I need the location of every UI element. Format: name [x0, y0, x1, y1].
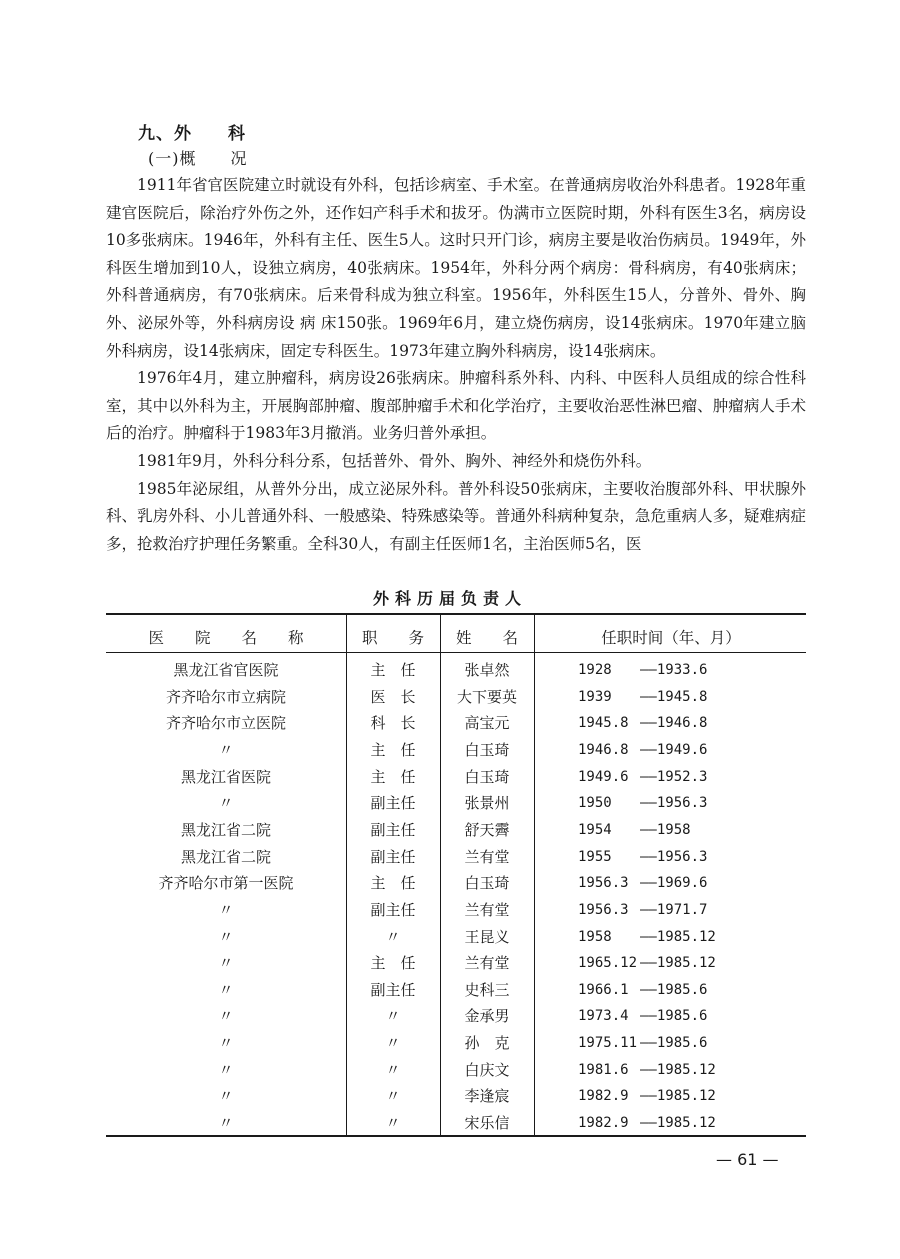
term-start: 1982.9	[578, 1088, 629, 1105]
hospital-cell: 〃	[218, 794, 234, 813]
name-cell: 白玉琦	[464, 874, 510, 893]
position-cell: 副主任	[370, 794, 416, 813]
term-dash: ——	[640, 1088, 657, 1105]
term-cell	[578, 924, 778, 951]
term-start: 1965.12	[578, 955, 638, 972]
hospital-cell: 黑龙江省医院	[180, 767, 271, 786]
term-cell	[578, 1083, 778, 1110]
term-end: 1956.3	[656, 795, 708, 812]
hospital-cell: 〃	[218, 954, 234, 973]
table-row	[0, 1057, 900, 1084]
term-cell	[578, 684, 778, 711]
name-cell: 张景州	[464, 794, 510, 813]
position-cell: 副主任	[370, 900, 416, 919]
term-end: 1971.7	[656, 901, 708, 918]
hospital-cell: 齐齐哈尔市立医院	[165, 714, 286, 733]
position-cell: 〃	[385, 927, 401, 946]
position-cell: 主 任	[370, 661, 416, 679]
header-term: 任职时间（年、月）	[601, 629, 741, 647]
term-end: 1946.8	[656, 715, 708, 732]
table-row	[0, 790, 900, 817]
hospital-cell: 〃	[218, 900, 234, 919]
hospital-cell: 齐齐哈尔市第一医院	[158, 874, 294, 893]
table-top-rule	[106, 613, 806, 615]
term-cell	[578, 817, 778, 844]
name-cell: 王昆义	[464, 927, 510, 946]
term-dash: ——	[640, 795, 657, 812]
term-start: 1958	[578, 928, 612, 945]
term-end: 1956.3	[656, 848, 708, 865]
hospital-cell: 〃	[218, 980, 234, 999]
body-text	[106, 172, 806, 558]
term-start: 1975.11	[578, 1035, 638, 1052]
term-dash: ——	[640, 875, 657, 892]
name-cell: 孙 克	[464, 1034, 510, 1053]
term-end: 1985.6	[656, 1035, 708, 1052]
term-cell	[578, 790, 778, 817]
term-start: 1945.8	[578, 715, 629, 732]
name-cell: 白玉琦	[464, 740, 510, 759]
hospital-cell: 黑龙江省官医院	[173, 661, 279, 679]
name-cell: 李逢宸	[464, 1087, 510, 1106]
term-cell	[578, 977, 778, 1004]
position-cell: 副主任	[370, 847, 416, 866]
paragraph: 1976年4月，建立肿瘤科，病房设26张病床。肿瘤科系外科、内科、中医科人员组成的综合性科室，其中以外科为主，开展胸部肿瘤、腹部肿瘤手术和化学治疗，主要收治恶性淋巴瘤、肿瘤病人手术后的治疗。肿瘤科于1983年3月撤消。业务归普外承担。	[106, 369, 806, 443]
position-cell: 主 任	[370, 767, 416, 786]
term-start: 1973.4	[578, 1008, 629, 1025]
name-cell: 白玉琦	[464, 767, 510, 786]
position-cell: 〃	[385, 1114, 401, 1133]
term-start: 1955	[578, 848, 612, 865]
position-cell: 副主任	[370, 980, 416, 999]
table-caption: 外科历届负责人	[372, 589, 527, 608]
table-row	[0, 817, 900, 844]
term-dash: ——	[640, 955, 657, 972]
term-end: 1949.6	[656, 741, 708, 758]
table-row	[0, 897, 900, 924]
term-dash: ——	[640, 1035, 657, 1052]
term-cell	[578, 657, 778, 684]
term-dash: ——	[640, 1061, 657, 1078]
name-cell: 宋乐信	[464, 1114, 510, 1133]
table-row	[0, 710, 900, 737]
table-row	[0, 657, 900, 684]
term-dash: ——	[640, 848, 657, 865]
term-cell	[578, 764, 778, 791]
name-cell: 白庆文	[464, 1060, 510, 1079]
term-cell	[578, 844, 778, 871]
term-start: 1966.1	[578, 981, 629, 998]
position-cell: 〃	[385, 1007, 401, 1026]
hospital-cell: 〃	[218, 927, 234, 946]
term-end: 1985.12	[656, 955, 716, 972]
table-row	[0, 684, 900, 711]
term-cell	[578, 1003, 778, 1030]
term-cell	[578, 950, 778, 977]
name-cell: 金承男	[464, 1007, 510, 1026]
name-cell: 大下要英	[456, 687, 517, 706]
term-cell	[578, 897, 778, 924]
term-start: 1956.3	[578, 901, 629, 918]
paragraph: 1985年泌尿组，从普外分出，成立泌尿外科。普外科设50张病床，主要收治腹部外科、甲状腺外科、乳房外科、小儿普通外科、一般感染、特殊感染等。普通外科病种复杂，急危重病人多，疑难病症多，抢救治疗护理任务繁重。全科30人，有副主任医师1名，主治医师5名，医	[106, 479, 806, 553]
hospital-cell: 〃	[218, 1007, 234, 1026]
name-cell: 舒天霽	[464, 820, 510, 839]
term-start: 1956.3	[578, 875, 629, 892]
term-dash: ——	[640, 741, 657, 758]
name-cell: 兰有堂	[464, 847, 510, 866]
name-cell: 张卓然	[464, 661, 510, 679]
term-dash: ——	[640, 928, 657, 945]
term-dash: ——	[640, 662, 657, 678]
term-end: 1985.12	[656, 1061, 716, 1078]
term-dash: ——	[640, 768, 657, 785]
table-row	[0, 737, 900, 764]
term-cell	[578, 710, 778, 737]
term-end: 1985.12	[656, 928, 716, 945]
position-cell: 〃	[385, 1060, 401, 1079]
term-start: 1928	[578, 662, 612, 678]
table-row	[0, 950, 900, 977]
term-end: 1945.8	[656, 688, 708, 705]
term-dash: ——	[640, 1115, 657, 1132]
section-title: 九、外 科	[138, 124, 246, 144]
name-cell: 兰有堂	[464, 954, 510, 973]
name-cell: 兰有堂	[464, 900, 510, 919]
term-end: 1985.12	[656, 1088, 716, 1105]
table-row	[0, 1110, 900, 1137]
hospital-cell: 黑龙江省二院	[180, 847, 271, 866]
table-row	[0, 844, 900, 871]
paragraph: 1981年9月，外科分科分系，包括普外、骨外、胸外、神经外和烧伤外科。	[137, 451, 652, 470]
hospital-cell: 〃	[218, 1034, 234, 1053]
term-end: 1985.6	[656, 981, 708, 998]
name-cell: 史科三	[464, 980, 510, 999]
hospital-cell: 〃	[218, 1087, 234, 1106]
table-row	[0, 1083, 900, 1110]
term-start: 1982.9	[578, 1115, 629, 1132]
position-cell: 主 任	[370, 954, 416, 973]
hospital-cell: 齐齐哈尔市立病院	[165, 687, 286, 706]
term-cell	[578, 737, 778, 764]
term-dash: ——	[640, 901, 657, 918]
position-cell: 〃	[385, 1034, 401, 1053]
table-row	[0, 764, 900, 791]
position-cell: 主 任	[370, 874, 416, 893]
term-dash: ——	[640, 715, 657, 732]
hospital-cell: 〃	[218, 1060, 234, 1079]
term-end: 1933.6	[656, 662, 708, 678]
position-cell: 副主任	[370, 820, 416, 839]
term-end: 1985.6	[656, 1008, 708, 1025]
hospital-cell: 〃	[218, 1114, 234, 1133]
subsection-title: (一)概 况	[148, 149, 248, 168]
table-row	[0, 870, 900, 897]
term-dash: ——	[640, 821, 657, 838]
term-cell	[578, 1057, 778, 1084]
table-row	[0, 977, 900, 1004]
term-start: 1949.6	[578, 768, 629, 785]
table-row	[0, 1030, 900, 1057]
term-dash: ——	[640, 688, 657, 705]
header-name: 姓 名	[455, 629, 518, 647]
table-header-rule	[106, 652, 806, 653]
hospital-cell: 〃	[218, 740, 234, 759]
term-cell	[578, 1030, 778, 1057]
page-number: — 61 —	[716, 1150, 779, 1169]
term-start: 1954	[578, 821, 612, 838]
table-row	[0, 924, 900, 951]
position-cell: 主 任	[370, 740, 416, 759]
term-start: 1981.6	[578, 1061, 629, 1078]
position-cell: 医 长	[370, 687, 416, 706]
header-position: 职 务	[361, 629, 424, 647]
term-cell	[578, 870, 778, 897]
name-cell: 高宝元	[464, 714, 510, 733]
term-end: 1985.12	[656, 1115, 716, 1132]
term-end: 1969.6	[656, 875, 708, 892]
term-start: 1946.8	[578, 741, 629, 758]
term-dash: ——	[640, 1008, 657, 1025]
term-end: 1952.3	[656, 768, 708, 785]
paragraph: 1911年省官医院建立时就设有外科，包括诊病室、手术室。在普通病房收治外科患者。1928年重建官医院后，除治疗外伤之外，还作妇产科手术和拔牙。伪满市立医院时期，外科有医生3名，病房设10多张病床。1946年，外科有主任、医生5人。这时只开门诊，病房主要是收治伤病员。1949年，外科医生增加到10人，设独立病房，40张病床。1954年，外科分两个病房：骨科病房，有40张病床；外科普通病房，有70张病床。后来骨科成为独立科室。1956年，外科医生15人，分普外、骨外、胸外、泌尿外等，外科病房设 病 床150张。1969年6月，建立烧伤病房，设14张病床。1970年建立脑外科病房，设14张病床，固定专科医生。1973年建立胸外科病房，设14张病床。	[106, 176, 806, 360]
term-start: 1950	[578, 795, 612, 812]
term-cell	[578, 1110, 778, 1137]
position-cell: 科 长	[370, 714, 416, 733]
table-row	[0, 1003, 900, 1030]
term-start: 1939	[578, 688, 612, 705]
header-hospital: 医 院 名 称	[148, 629, 304, 647]
position-cell: 〃	[385, 1087, 401, 1106]
hospital-cell: 黑龙江省二院	[180, 820, 271, 839]
term-end: 1958	[656, 821, 691, 838]
term-dash: ——	[640, 981, 657, 998]
